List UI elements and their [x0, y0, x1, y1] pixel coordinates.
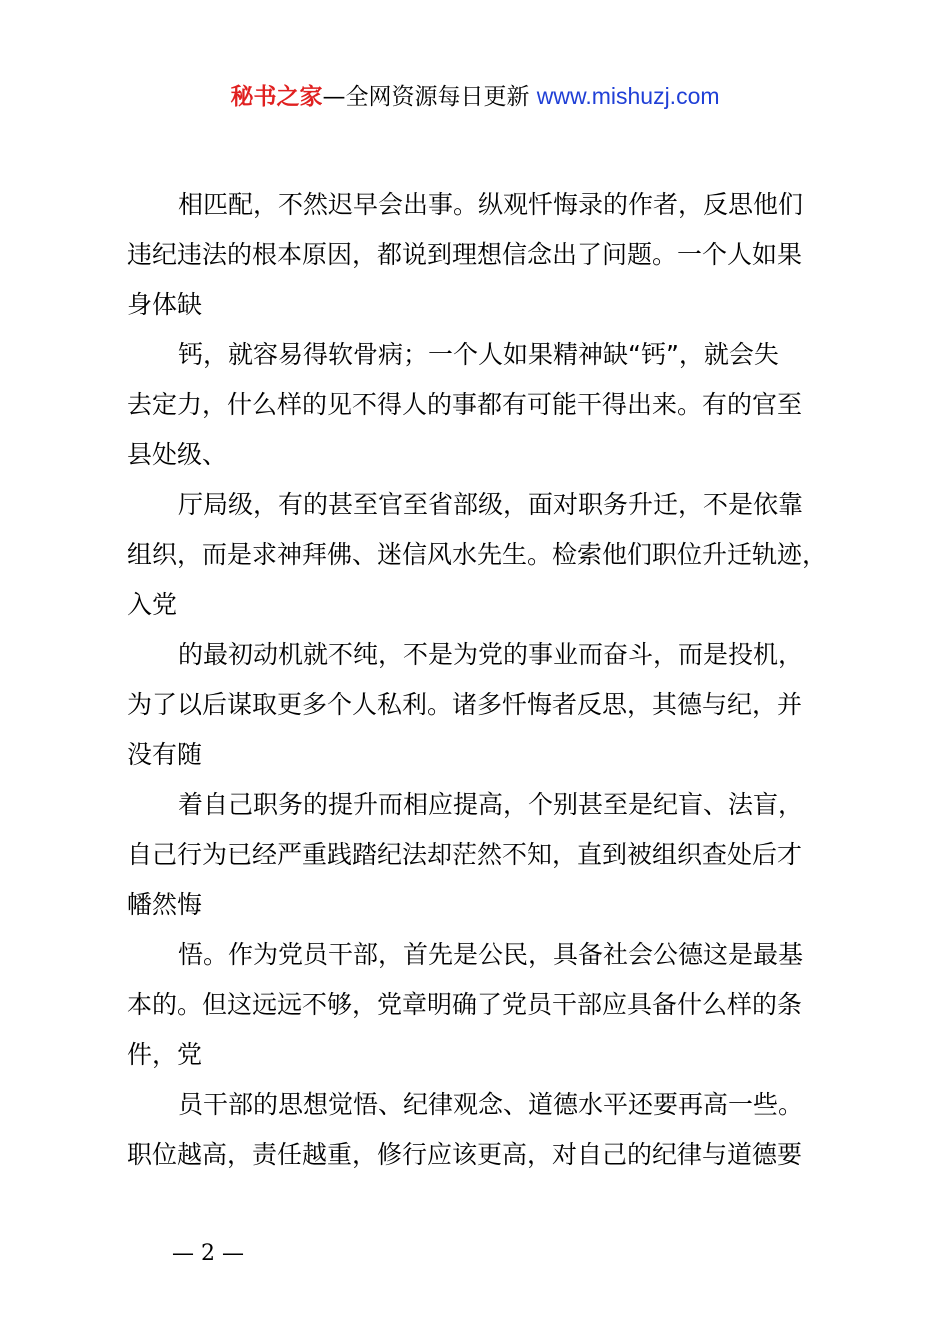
paragraph-line: 钙，就容易得软骨病；一个人如果精神缺“钙”，就会失: [178, 340, 779, 369]
paragraph-line: 组织，而是求神拜佛、迷信风水先生。检索他们职位升迁轨迹，: [127, 540, 828, 569]
paragraph-line: 件，党: [127, 1040, 203, 1069]
paragraph-line: 的最初动机就不纯，不是为党的事业而奋斗，而是投机，: [178, 640, 804, 669]
paragraph-line: 县处级、: [127, 440, 228, 469]
paragraph-line: 自己行为已经严重践踏纪法却茫然不知，直到被组织查处后才: [127, 840, 803, 869]
page-number: — 2 —: [172, 1241, 244, 1266]
paragraph-line: 违纪违法的根本原因，都说到理想信念出了问题。一个人如果: [127, 240, 803, 269]
site-brand: 秘书之家: [230, 84, 323, 110]
paragraph-line: 入党: [127, 590, 178, 619]
paragraph-line: 为了以后谋取更多个人私利。诸多忏悔者反思，其德与纪，并: [127, 690, 803, 719]
paragraph-line: 本的。但这远远不够，党章明确了党员干部应具备什么样的条: [127, 990, 803, 1019]
paragraph-line: 幡然悔: [127, 890, 203, 919]
document-body: [127, 180, 847, 1180]
paragraph-line: 职位越高，责任越重，修行应该更高，对自己的纪律与道德要: [127, 1140, 803, 1169]
paragraph-line: 身体缺: [127, 290, 203, 319]
paragraph-line: 没有随: [127, 740, 203, 769]
paragraph-line: 相匹配，不然迟早会出事。纵观忏悔录的作者，反思他们: [178, 190, 804, 219]
site-url-link[interactable]: www.mishuzj.com: [536, 83, 720, 109]
site-header: [0, 78, 950, 115]
paragraph-line: 去定力，什么样的见不得人的事都有可能干得出来。有的官至: [127, 390, 803, 419]
site-tagline: —全网资源每日更新: [322, 84, 537, 110]
paragraph-line: 悟。作为党员干部，首先是公民，具备社会公德这是最基: [178, 940, 804, 969]
paragraph-line: 员干部的思想觉悟、纪律观念、道德水平还要再高一些。: [178, 1090, 804, 1119]
paragraph-line: 着自己职务的提升而相应提高，个别甚至是纪盲、法盲，: [178, 790, 804, 819]
paragraph-line: 厅局级，有的甚至官至省部级，面对职务升迁，不是依靠: [178, 490, 804, 519]
